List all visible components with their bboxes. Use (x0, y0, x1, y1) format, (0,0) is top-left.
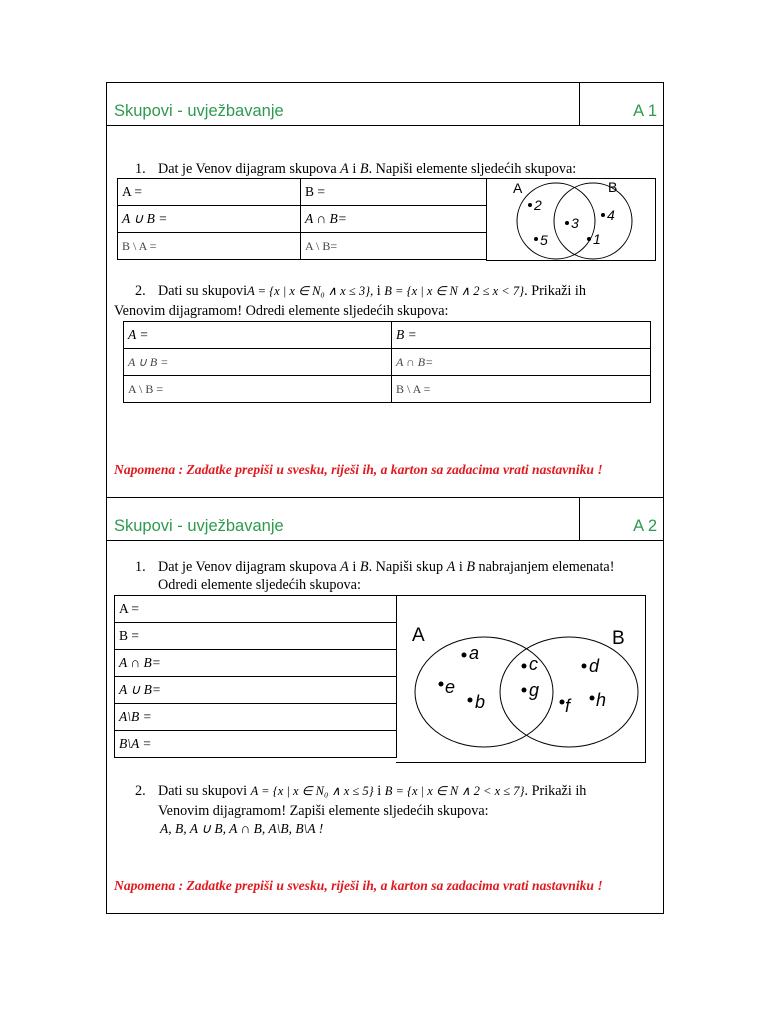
answer-table (117, 178, 487, 260)
venn-label-a: A (412, 625, 425, 646)
venn-label-a: A (513, 180, 523, 196)
venn-point: 3 (571, 215, 579, 231)
answer-cell[interactable]: A = (118, 179, 301, 206)
venn-box (396, 595, 646, 763)
task-text: Dati su skupovi A = {x | x ∈ N₀ ∧ x ≤ 5} i B = {x | x ∈ N ∧ 2 < x ≤ 7}. Prikaži ih (158, 783, 587, 799)
answer-cell[interactable]: A \ B = (124, 376, 392, 403)
task-text-line2: Venovim dijagramom! Zapiši elemente sljedećih skupova: (158, 803, 489, 819)
task-text: Dat je Venov dijagram skupova A i B. Napiši skup A i B nabrajanjem elemenata! (158, 559, 615, 575)
task-text-line2: Venovim dijagramom! Odredi elemente sljedećih skupova: (114, 303, 449, 319)
venn-point: e (445, 677, 456, 697)
answer-cell[interactable]: A ∪ B = (124, 349, 392, 376)
answer-cell[interactable]: A\B = (115, 704, 397, 731)
note-text: Napomena : Zadatke prepiši u svesku, riješi ih, a karton sa zadacima vrati nastavniku ! (114, 462, 603, 477)
venn-point: 4 (607, 207, 615, 223)
answer-cell[interactable]: A ∩ B= (301, 206, 487, 233)
answer-cell[interactable]: A ∪ B = (118, 206, 301, 233)
answer-cell[interactable]: B = (301, 179, 487, 206)
answer-cell[interactable]: A = (115, 596, 397, 623)
venn-point: g (529, 680, 540, 700)
answer-cell[interactable]: B = (115, 623, 397, 650)
venn-point: 1 (593, 231, 601, 247)
venn-point: c (529, 654, 538, 674)
answer-cell[interactable]: B \ A = (118, 233, 301, 260)
set-a-formula: A = {x | x ∈ N₀ ∧ x ≤ 3}, (247, 284, 374, 298)
card-header (107, 83, 663, 126)
set-a-formula: A = {x | x ∈ N₀ ∧ x ≤ 5} (250, 784, 374, 798)
venn-box (486, 178, 656, 261)
card-code: A 1 (633, 102, 657, 120)
set-b-formula: B = {x | x ∈ N ∧ 2 ≤ x < 7} (384, 284, 525, 298)
venn-point: 5 (540, 232, 548, 248)
venn-label-b: B (608, 179, 618, 195)
task-text: Dat je Venov dijagram skupova A i B. Napiši elemente sljedećih skupova: (158, 161, 577, 177)
venn-point: f (565, 696, 571, 716)
venn-point: a (469, 643, 480, 663)
card-code: A 2 (633, 517, 657, 535)
answer-cell[interactable]: B\A = (115, 731, 397, 758)
task-text-line2: Odredi elemente sljedećih skupova: (158, 577, 361, 593)
answer-cell[interactable]: A \ B= (301, 233, 487, 260)
answer-cell[interactable]: B \ A = (392, 376, 651, 403)
venn-point: 2 (534, 197, 542, 213)
answer-cell[interactable]: A = (124, 322, 392, 349)
card-title: Skupovi - uvježbavanje (114, 102, 284, 120)
venn-point: d (589, 656, 600, 676)
answer-cell[interactable]: A ∩ B= (115, 650, 397, 677)
task-number: 1. (135, 161, 146, 177)
note-text: Napomena : Zadatke prepiši u svesku, riješi ih, a karton sa zadacima vrati nastavniku ! (114, 878, 603, 893)
header-divider (579, 498, 580, 540)
venn-point: b (475, 692, 486, 712)
venn-diagram (396, 596, 646, 764)
answer-cell[interactable]: A ∪ B= (115, 677, 397, 704)
card-title: Skupovi - uvježbavanje (114, 517, 284, 535)
card-header (107, 498, 663, 541)
answer-cell[interactable]: A ∩ B= (392, 349, 651, 376)
task-number: 1. (135, 559, 146, 575)
task-text: Dati su skupoviA = {x | x ∈ N₀ ∧ x ≤ 3}, i B = {x | x ∈ N ∧ 2 ≤ x < 7}. Prikaži ih (158, 283, 586, 299)
task-number: 2. (135, 783, 146, 799)
answer-cell[interactable]: B = (392, 322, 651, 349)
worksheet-card-a2 (106, 497, 664, 914)
task-text-line3: A, B, A ∪ B, A ∩ B, A\B, B\A ! (160, 821, 324, 836)
answer-table (123, 321, 651, 403)
header-divider (579, 83, 580, 125)
worksheet-card-a1 (106, 82, 664, 497)
venn-label-b: B (612, 628, 625, 649)
set-b-formula: B = {x | x ∈ N ∧ 2 < x ≤ 7} (384, 784, 525, 798)
venn-point: h (596, 690, 607, 710)
answer-table (114, 595, 397, 758)
task-number: 2. (135, 283, 146, 299)
venn-diagram (486, 179, 656, 262)
